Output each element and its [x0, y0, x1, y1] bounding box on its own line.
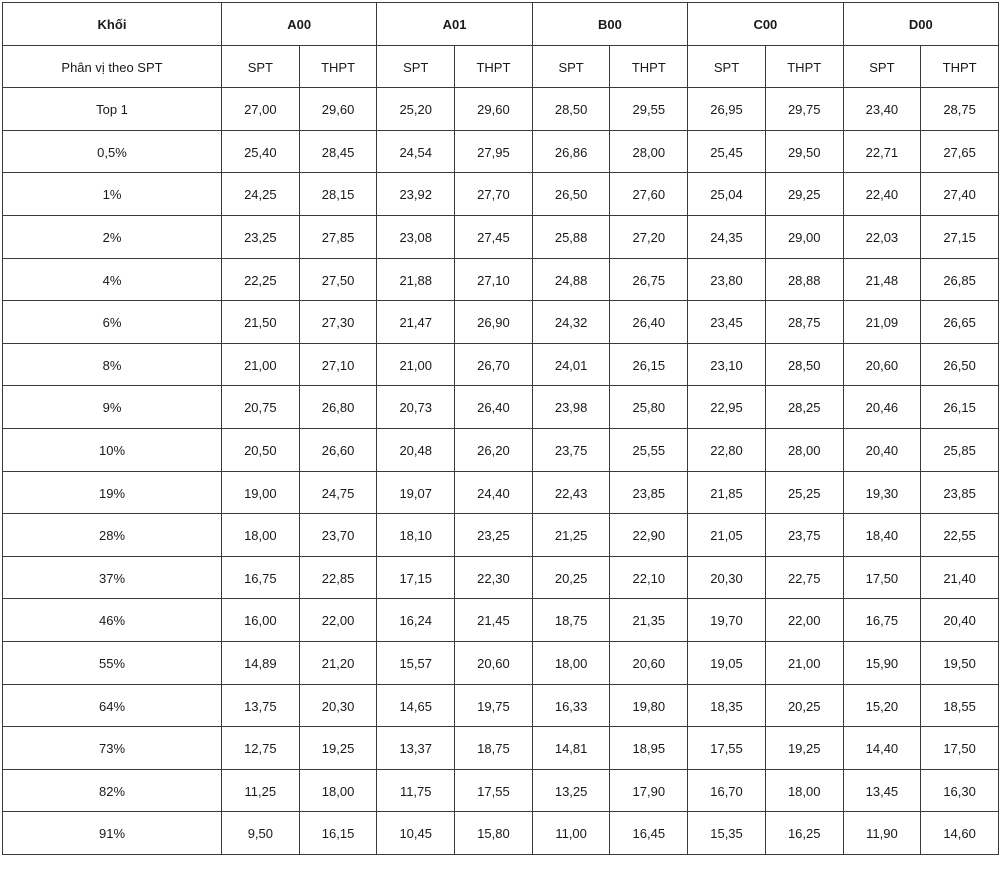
table-cell: 27,60	[610, 173, 688, 216]
table-cell: 24,25	[222, 173, 300, 216]
table-cell: 29,75	[765, 88, 843, 131]
row-label: 4%	[3, 258, 222, 301]
table-cell: 11,00	[532, 812, 610, 855]
table-row	[3, 88, 999, 131]
table-cell: 26,86	[532, 130, 610, 173]
table-cell: 16,30	[921, 769, 999, 812]
table-row	[3, 727, 999, 770]
row-label: 46%	[3, 599, 222, 642]
percentile-table	[2, 2, 999, 855]
table-cell: 28,75	[765, 301, 843, 344]
group-header-a01: A01	[377, 3, 532, 46]
table-cell: 21,47	[377, 301, 455, 344]
corner-header: Khối	[3, 3, 222, 46]
row-label: 64%	[3, 684, 222, 727]
table-cell: 27,50	[299, 258, 377, 301]
table-cell: 22,03	[843, 215, 921, 258]
table-cell: 17,90	[610, 769, 688, 812]
sub-header-spt: SPT	[377, 45, 455, 88]
table-cell: 25,85	[921, 428, 999, 471]
table-cell: 17,55	[688, 727, 766, 770]
table-cell: 21,85	[688, 471, 766, 514]
sub-header-thpt: THPT	[299, 45, 377, 88]
row-label: 55%	[3, 641, 222, 684]
row-label: Top 1	[3, 88, 222, 131]
table-cell: 23,10	[688, 343, 766, 386]
row-label: 73%	[3, 727, 222, 770]
table-cell: 23,80	[688, 258, 766, 301]
table-cell: 26,60	[299, 428, 377, 471]
table-cell: 21,00	[222, 343, 300, 386]
sub-header-row	[3, 45, 999, 88]
table-cell: 22,40	[843, 173, 921, 216]
table-cell: 10,45	[377, 812, 455, 855]
table-cell: 26,90	[455, 301, 533, 344]
table-row	[3, 684, 999, 727]
sub-header-thpt: THPT	[610, 45, 688, 88]
table-cell: 22,00	[765, 599, 843, 642]
table-cell: 25,80	[610, 386, 688, 429]
table-cell: 23,08	[377, 215, 455, 258]
table-cell: 26,95	[688, 88, 766, 131]
table-cell: 20,60	[455, 641, 533, 684]
table-cell: 26,20	[455, 428, 533, 471]
table-row	[3, 343, 999, 386]
table-cell: 24,75	[299, 471, 377, 514]
table-cell: 24,88	[532, 258, 610, 301]
sub-header-thpt: THPT	[455, 45, 533, 88]
table-cell: 20,60	[843, 343, 921, 386]
table-cell: 21,20	[299, 641, 377, 684]
table-cell: 27,15	[921, 215, 999, 258]
table-cell: 14,65	[377, 684, 455, 727]
table-cell: 27,20	[610, 215, 688, 258]
table-cell: 24,54	[377, 130, 455, 173]
row-label: 0,5%	[3, 130, 222, 173]
table-cell: 29,50	[765, 130, 843, 173]
table-cell: 19,05	[688, 641, 766, 684]
table-row	[3, 215, 999, 258]
table-cell: 21,00	[765, 641, 843, 684]
table-cell: 15,20	[843, 684, 921, 727]
table-cell: 13,45	[843, 769, 921, 812]
table-cell: 21,00	[377, 343, 455, 386]
table-cell: 14,81	[532, 727, 610, 770]
table-cell: 29,60	[299, 88, 377, 131]
table-cell: 16,75	[843, 599, 921, 642]
table-cell: 19,25	[765, 727, 843, 770]
table-cell: 21,25	[532, 514, 610, 557]
table-cell: 28,00	[765, 428, 843, 471]
table-cell: 25,55	[610, 428, 688, 471]
table-cell: 24,35	[688, 215, 766, 258]
table-row	[3, 599, 999, 642]
table-cell: 21,09	[843, 301, 921, 344]
row-label: 2%	[3, 215, 222, 258]
row-label: 37%	[3, 556, 222, 599]
table-cell: 29,55	[610, 88, 688, 131]
table-cell: 19,00	[222, 471, 300, 514]
table-cell: 17,55	[455, 769, 533, 812]
table-cell: 22,25	[222, 258, 300, 301]
table-cell: 22,30	[455, 556, 533, 599]
table-cell: 29,25	[765, 173, 843, 216]
table-cell: 19,80	[610, 684, 688, 727]
table-body	[3, 88, 999, 855]
table-cell: 22,00	[299, 599, 377, 642]
table-cell: 14,40	[843, 727, 921, 770]
table-cell: 19,75	[455, 684, 533, 727]
table-cell: 18,95	[610, 727, 688, 770]
table-cell: 20,30	[688, 556, 766, 599]
table-cell: 23,40	[843, 88, 921, 131]
table-cell: 20,30	[299, 684, 377, 727]
table-cell: 21,05	[688, 514, 766, 557]
table-cell: 26,50	[532, 173, 610, 216]
table-cell: 14,89	[222, 641, 300, 684]
row-label: 6%	[3, 301, 222, 344]
table-cell: 21,35	[610, 599, 688, 642]
table-row	[3, 812, 999, 855]
table-cell: 26,75	[610, 258, 688, 301]
row-label: 9%	[3, 386, 222, 429]
table-cell: 23,75	[532, 428, 610, 471]
table-cell: 26,15	[610, 343, 688, 386]
table-cell: 15,57	[377, 641, 455, 684]
table-cell: 13,75	[222, 684, 300, 727]
table-cell: 26,65	[921, 301, 999, 344]
group-header-c00: C00	[688, 3, 843, 46]
table-cell: 15,90	[843, 641, 921, 684]
table-cell: 28,50	[765, 343, 843, 386]
table-cell: 18,75	[532, 599, 610, 642]
table-cell: 16,33	[532, 684, 610, 727]
table-cell: 28,88	[765, 258, 843, 301]
table-cell: 15,80	[455, 812, 533, 855]
table-cell: 26,50	[921, 343, 999, 386]
table-cell: 27,85	[299, 215, 377, 258]
table-cell: 14,60	[921, 812, 999, 855]
table-cell: 28,15	[299, 173, 377, 216]
table-cell: 22,75	[765, 556, 843, 599]
sub-header-spt: SPT	[222, 45, 300, 88]
table-row	[3, 173, 999, 216]
table-cell: 28,50	[532, 88, 610, 131]
table-cell: 18,00	[222, 514, 300, 557]
table-cell: 22,43	[532, 471, 610, 514]
table-cell: 21,50	[222, 301, 300, 344]
table-cell: 23,70	[299, 514, 377, 557]
table-cell: 22,95	[688, 386, 766, 429]
table-cell: 26,70	[455, 343, 533, 386]
table-cell: 27,45	[455, 215, 533, 258]
table-cell: 20,48	[377, 428, 455, 471]
table-cell: 23,85	[921, 471, 999, 514]
table-cell: 22,80	[688, 428, 766, 471]
table-cell: 18,35	[688, 684, 766, 727]
row-label: 1%	[3, 173, 222, 216]
table-cell: 19,25	[299, 727, 377, 770]
table-cell: 16,00	[222, 599, 300, 642]
table-cell: 18,55	[921, 684, 999, 727]
row-label: 28%	[3, 514, 222, 557]
table-cell: 23,25	[222, 215, 300, 258]
group-header-a00: A00	[222, 3, 377, 46]
table-cell: 20,50	[222, 428, 300, 471]
sub-header-spt: SPT	[688, 45, 766, 88]
table-cell: 21,45	[455, 599, 533, 642]
table-cell: 18,75	[455, 727, 533, 770]
table-cell: 25,45	[688, 130, 766, 173]
table-cell: 27,95	[455, 130, 533, 173]
table-cell: 27,65	[921, 130, 999, 173]
table-cell: 9,50	[222, 812, 300, 855]
table-cell: 25,25	[765, 471, 843, 514]
table-cell: 24,01	[532, 343, 610, 386]
table-row	[3, 471, 999, 514]
table-cell: 27,10	[455, 258, 533, 301]
table-cell: 29,00	[765, 215, 843, 258]
table-cell: 27,00	[222, 88, 300, 131]
group-header-row	[3, 3, 999, 46]
group-header-d00: D00	[843, 3, 998, 46]
table-cell: 22,85	[299, 556, 377, 599]
table-cell: 26,40	[455, 386, 533, 429]
table-cell: 24,40	[455, 471, 533, 514]
table-cell: 23,25	[455, 514, 533, 557]
table-cell: 23,98	[532, 386, 610, 429]
table-cell: 25,40	[222, 130, 300, 173]
table-cell: 25,04	[688, 173, 766, 216]
table-cell: 16,24	[377, 599, 455, 642]
percentile-header: Phân vị theo SPT	[3, 45, 222, 88]
table-cell: 19,30	[843, 471, 921, 514]
row-label: 19%	[3, 471, 222, 514]
table-cell: 22,55	[921, 514, 999, 557]
table-row	[3, 258, 999, 301]
table-cell: 27,40	[921, 173, 999, 216]
table-cell: 26,80	[299, 386, 377, 429]
table-cell: 20,40	[843, 428, 921, 471]
table-cell: 13,25	[532, 769, 610, 812]
table-cell: 18,40	[843, 514, 921, 557]
table-cell: 17,15	[377, 556, 455, 599]
table-cell: 11,25	[222, 769, 300, 812]
table-cell: 16,70	[688, 769, 766, 812]
table-cell: 26,15	[921, 386, 999, 429]
table-cell: 25,88	[532, 215, 610, 258]
table-cell: 19,70	[688, 599, 766, 642]
table-cell: 18,10	[377, 514, 455, 557]
table-cell: 29,60	[455, 88, 533, 131]
table-cell: 16,25	[765, 812, 843, 855]
table-cell: 28,45	[299, 130, 377, 173]
table-cell: 17,50	[921, 727, 999, 770]
table-cell: 20,60	[610, 641, 688, 684]
table-cell: 15,35	[688, 812, 766, 855]
row-label: 8%	[3, 343, 222, 386]
table-cell: 20,75	[222, 386, 300, 429]
table-cell: 16,45	[610, 812, 688, 855]
table-cell: 28,75	[921, 88, 999, 131]
table-cell: 27,70	[455, 173, 533, 216]
table-row	[3, 769, 999, 812]
sub-header-spt: SPT	[532, 45, 610, 88]
table-cell: 19,50	[921, 641, 999, 684]
table-cell: 23,85	[610, 471, 688, 514]
table-cell: 20,25	[532, 556, 610, 599]
table-cell: 20,46	[843, 386, 921, 429]
table-cell: 25,20	[377, 88, 455, 131]
table-cell: 22,71	[843, 130, 921, 173]
table-cell: 20,40	[921, 599, 999, 642]
table-cell: 18,00	[299, 769, 377, 812]
table-cell: 23,75	[765, 514, 843, 557]
table-cell: 22,90	[610, 514, 688, 557]
table-cell: 21,40	[921, 556, 999, 599]
row-label: 91%	[3, 812, 222, 855]
table-row	[3, 301, 999, 344]
table-cell: 12,75	[222, 727, 300, 770]
row-label: 82%	[3, 769, 222, 812]
table-cell: 26,85	[921, 258, 999, 301]
table-cell: 13,37	[377, 727, 455, 770]
table-row	[3, 428, 999, 471]
row-label: 10%	[3, 428, 222, 471]
table-row	[3, 514, 999, 557]
table-cell: 23,92	[377, 173, 455, 216]
table-cell: 20,25	[765, 684, 843, 727]
table-cell: 21,88	[377, 258, 455, 301]
table-cell: 16,15	[299, 812, 377, 855]
table-cell: 26,40	[610, 301, 688, 344]
table-cell: 19,07	[377, 471, 455, 514]
table-cell: 24,32	[532, 301, 610, 344]
table-row	[3, 556, 999, 599]
table-cell: 16,75	[222, 556, 300, 599]
table-cell: 18,00	[765, 769, 843, 812]
sub-header-thpt: THPT	[765, 45, 843, 88]
table-cell: 21,48	[843, 258, 921, 301]
table-cell: 18,00	[532, 641, 610, 684]
table-cell: 28,00	[610, 130, 688, 173]
table-row	[3, 130, 999, 173]
table-cell: 23,45	[688, 301, 766, 344]
table-cell: 28,25	[765, 386, 843, 429]
table-cell: 22,10	[610, 556, 688, 599]
table-cell: 27,10	[299, 343, 377, 386]
table-row	[3, 386, 999, 429]
group-header-b00: B00	[532, 3, 687, 46]
sub-header-spt: SPT	[843, 45, 921, 88]
table-cell: 20,73	[377, 386, 455, 429]
sub-header-thpt: THPT	[921, 45, 999, 88]
table-cell: 17,50	[843, 556, 921, 599]
table-cell: 27,30	[299, 301, 377, 344]
table-cell: 11,75	[377, 769, 455, 812]
table-row	[3, 641, 999, 684]
table-cell: 11,90	[843, 812, 921, 855]
